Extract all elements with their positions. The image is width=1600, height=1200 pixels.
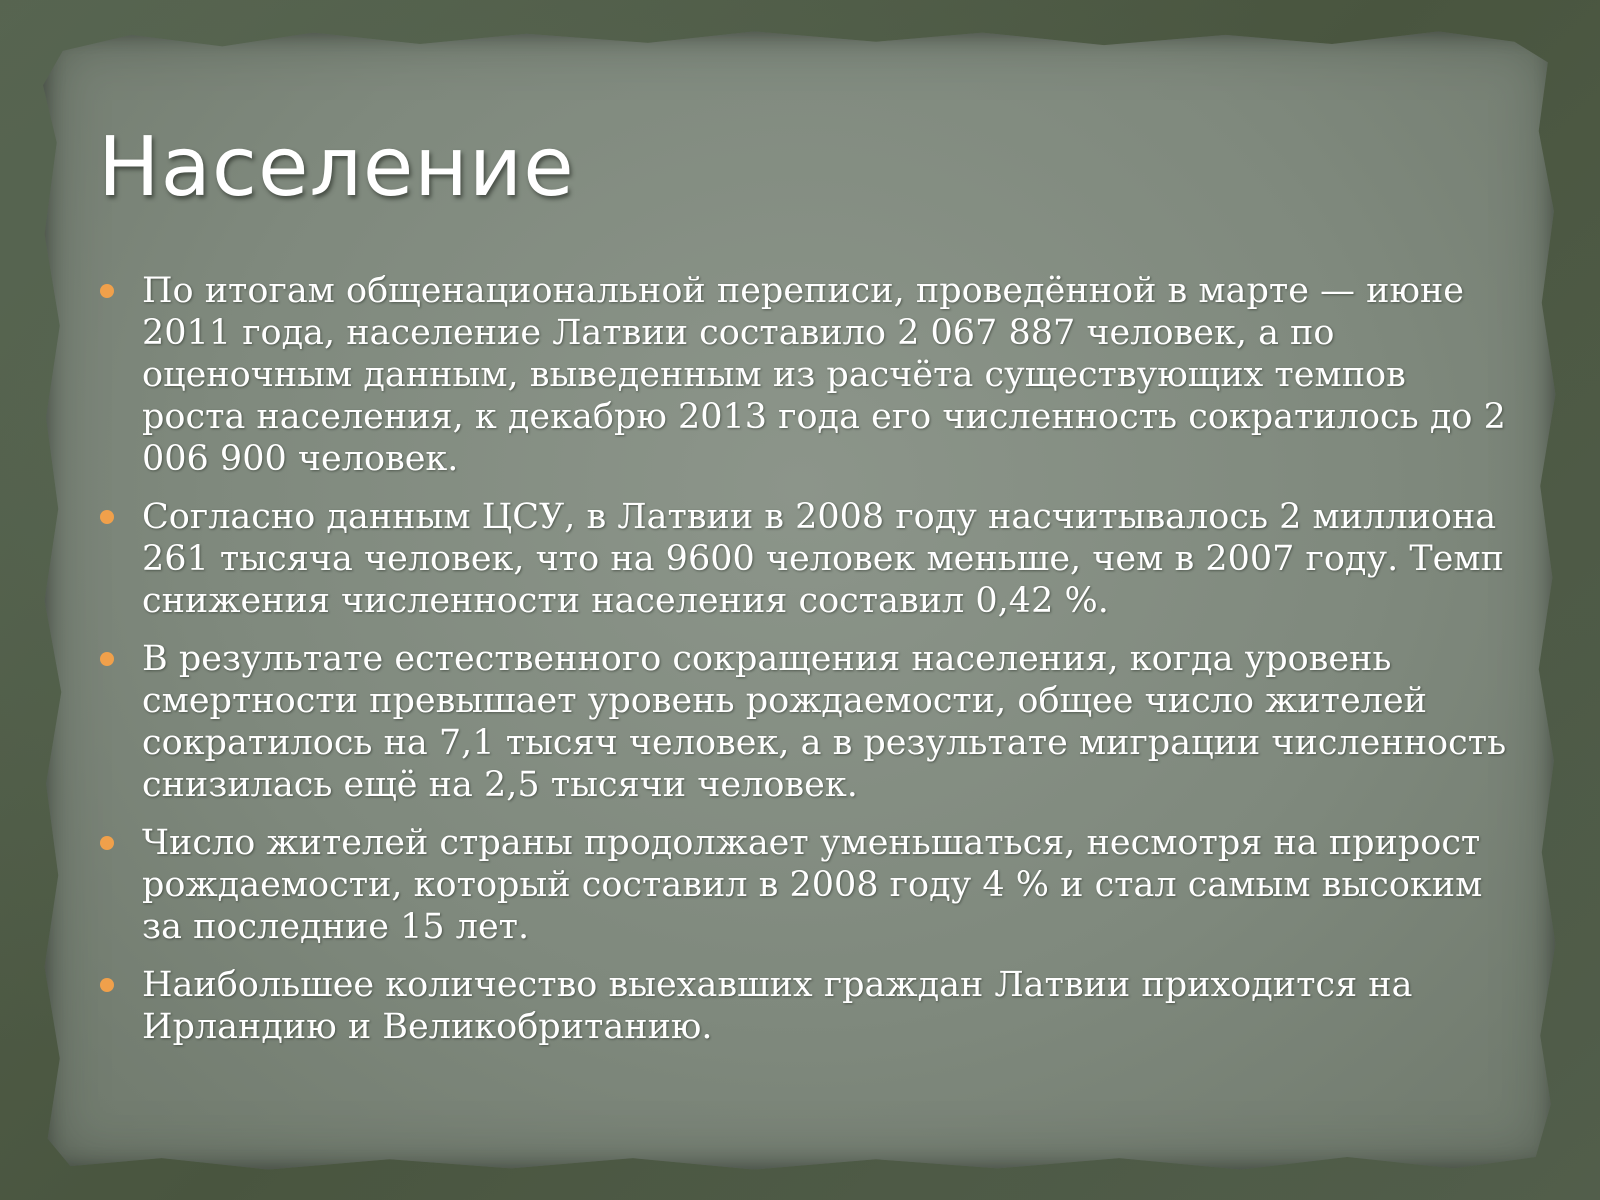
bullet-item [96, 964, 1516, 1048]
bullet-text: В результате естественного сокращения населения, когда уровень смертности превышает уровень рождаемости, общее число жителей сократилось на 7,1 тысяч человек, а в результате миграции численность снизилась ещё на 2,5 тысячи человек. [142, 639, 1507, 805]
bullet-item [96, 270, 1516, 480]
bullet-item [96, 496, 1516, 622]
slide-title: Население [98, 120, 575, 215]
bullet-icon [100, 284, 114, 298]
bullet-list [96, 270, 1516, 1064]
bullet-text: Наибольшее количество выехавших граждан Латвии приходится на Ирландию и Великобританию. [142, 965, 1413, 1047]
bullet-item [96, 822, 1516, 948]
bullet-icon [100, 510, 114, 524]
bullet-icon [100, 652, 114, 666]
bullet-text: По итогам общенациональной переписи, проведённой в марте — июне 2011 года, население Латвии составило 2 067 887 человек, а по оценочным данным, выведенным из расчёта существующих темпов роста населения, к декабрю 2013 года его численность сократилось до 2 006 900 человек. [142, 271, 1506, 479]
bullet-text: Согласно данным ЦСУ, в Латвии в 2008 году насчитывалось 2 миллиона 261 тысяча человек, что на 9600 человек меньше, чем в 2007 году. Темп снижения численности населения составил 0,42 %. [142, 497, 1504, 621]
bullet-text: Число жителей страны продолжает уменьшаться, несмотря на прирост рождаемости, который составил в 2008 году 4 % и стал самым высоким за последние 15 лет. [142, 823, 1483, 947]
bullet-item [96, 638, 1516, 806]
bullet-icon [100, 978, 114, 992]
bullet-icon [100, 836, 114, 850]
